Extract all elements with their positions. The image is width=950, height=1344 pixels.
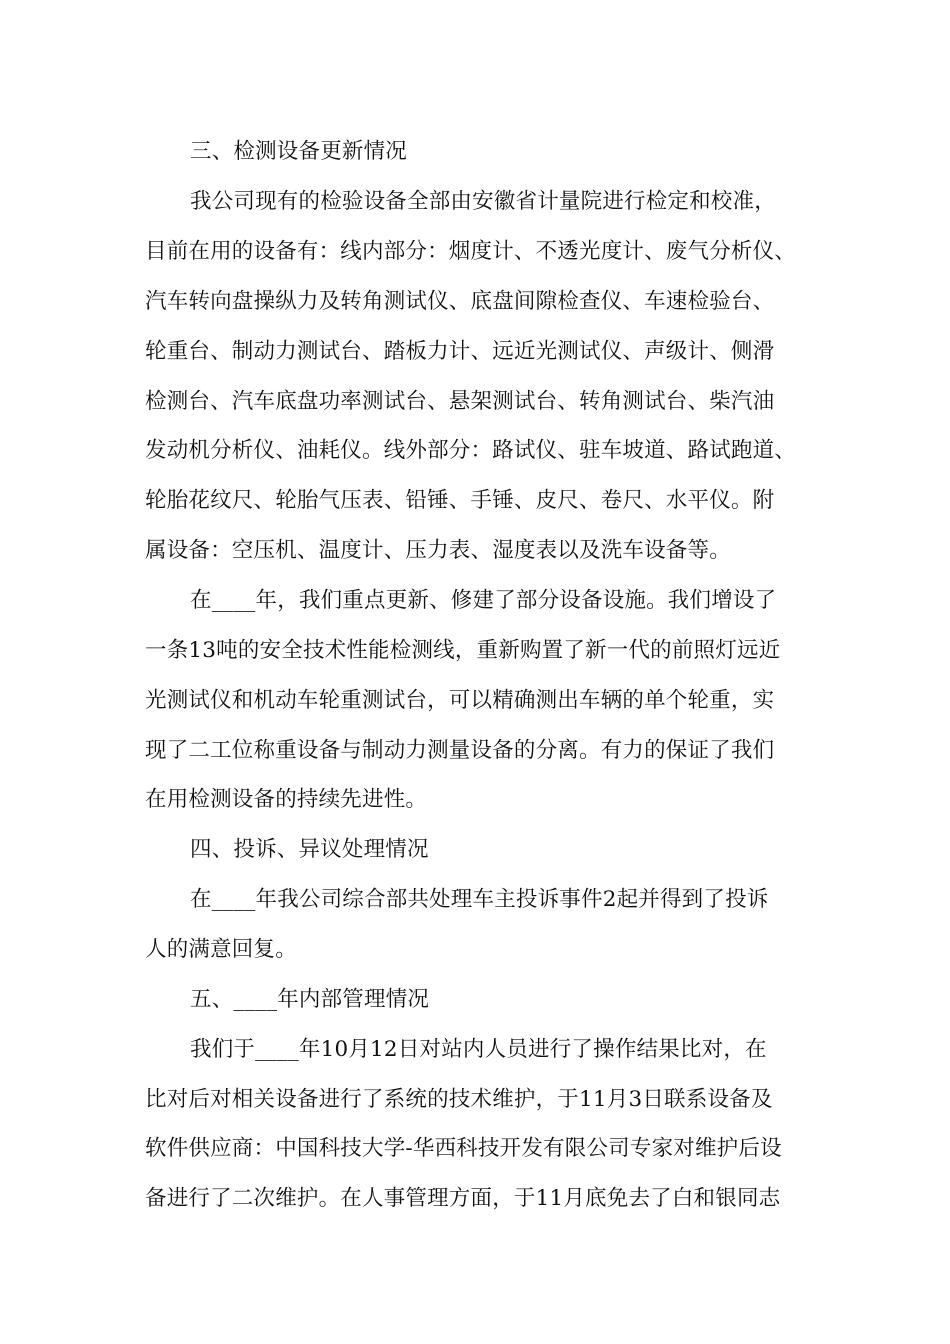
- paragraph-line: 属设备：空压机、温度计、压力表、湿度表以及洗车设备等。: [145, 538, 731, 563]
- paragraph-line: 一条13吨的安全技术性能检测线，重新购置了新一代的前照灯远近: [145, 638, 781, 663]
- paragraph-line: 光测试仪和机动车轮重测试台，可以精确测出车辆的单个轮重，实: [145, 688, 775, 713]
- paragraph-line: 我们于____年10月12日对站内人员进行了操作结果比对，在: [190, 1037, 767, 1062]
- paragraph-line: 在用检测设备的持续先进性。: [145, 787, 428, 812]
- paragraph-line: 软件供应商：中国科技大学-华西科技开发有限公司专家对维护后设: [145, 1136, 782, 1161]
- section-heading-internal-management: 五、____年内部管理情况: [190, 987, 430, 1012]
- paragraph-line: 在____年我公司综合部共处理车主投诉事件2起并得到了投诉: [190, 887, 769, 912]
- paragraph-line: 在____年，我们重点更新、修建了部分设备设施。我们增设了: [190, 588, 777, 613]
- paragraph-line: 轮胎花纹尺、轮胎气压表、铅锤、手锤、皮尺、卷尺、水平仪。附: [145, 488, 775, 513]
- paragraph-line: 汽车转向盘操纵力及转角测试仪、底盘间隙检查仪、车速检验台、: [145, 289, 775, 314]
- paragraph-line: 我公司现有的检验设备全部由安徽省计量院进行检定和校准，: [190, 189, 776, 214]
- paragraph-line: 人的满意回复。: [145, 937, 297, 962]
- paragraph-line: 现了二工位称重设备与制动力测量设备的分离。有力的保证了我们: [145, 738, 775, 763]
- paragraph-line: 发动机分析仪、油耗仪。线外部分：路试仪、驻车坡道、路试跑道、: [145, 438, 797, 463]
- paragraph-line: 目前在用的设备有：线内部分：烟度计、不透光度计、废气分析仪、: [145, 239, 797, 264]
- section-heading-equipment-update: 三、检测设备更新情况: [190, 139, 408, 164]
- section-heading-complaints: 四、投诉、异议处理情况: [190, 837, 429, 862]
- paragraph-line: 备进行了二次维护。在人事管理方面，于11月底免去了白和银同志: [145, 1186, 781, 1211]
- paragraph-line: 轮重台、制动力测试台、踏板力计、远近光测试仪、声级计、侧滑: [145, 339, 775, 364]
- paragraph-line: 比对后对相关设备进行了系统的技术维护，于11月3日联系设备及: [145, 1087, 773, 1112]
- paragraph-line: 检测台、汽车底盘功率测试台、悬架测试台、转角测试台、柴汽油: [145, 389, 775, 414]
